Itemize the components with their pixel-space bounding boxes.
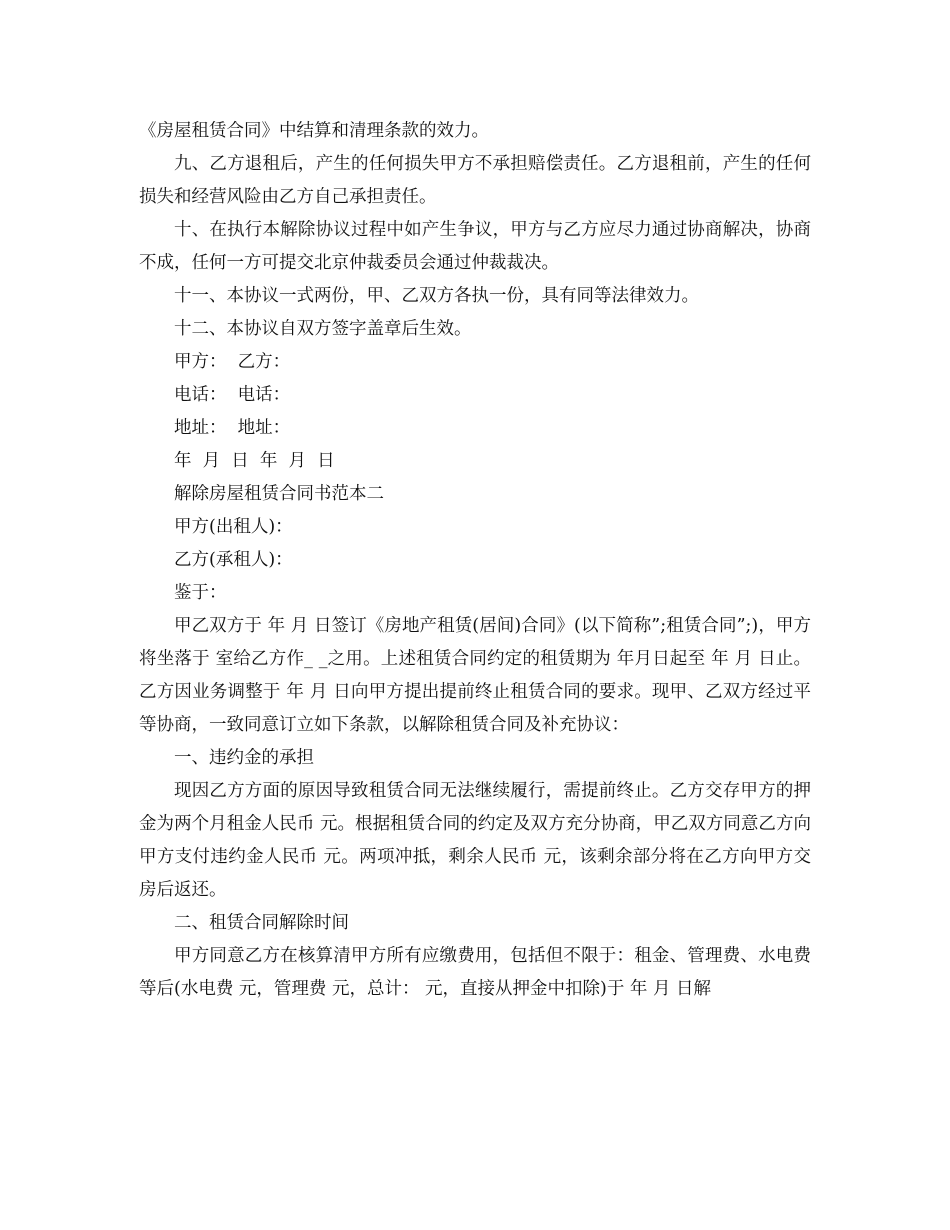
party-b-line: 乙方(承租人)： — [174, 550, 293, 570]
clause-9: 九、乙方退租后，产生的任何损失甲方不承担赔偿责任。乙方退租前，产生的任何损失和经营风险由乙方自己承担责任。 — [139, 154, 811, 207]
recital-paragraph: 甲乙双方于 年 月 日签订《房地产租赁(居间)合同》(以下简称”;租赁合同”;)，甲方将坐落于 室给乙方作_ _之用。上述租赁合同约定的租赁期为 年月日起至 年 月 日止。乙方因业务调整于 年 月 日向甲方提出提前终止租赁合同的要求。现甲、乙双方经过平等协商，一致同意订立如下条款，以解除租赁合同及补充协议： — [139, 616, 811, 735]
signature-date: 年 月 日 年 月 日 — [174, 451, 335, 471]
whereas-line: 鉴于： — [174, 583, 227, 603]
signature-address: 地址： 地址： — [174, 418, 291, 438]
section-title: 解除房屋租赁合同书范本二 — [174, 484, 384, 504]
clause-10: 十、在执行本解除协议过程中如产生争议，甲方与乙方应尽力通过协商解决，协商不成，任何一方可提交北京仲裁委员会通过仲裁裁决。 — [139, 220, 811, 273]
heading-termination-time: 二、租赁合同解除时间 — [174, 913, 349, 933]
signature-parties: 甲方： 乙方： — [174, 352, 291, 372]
party-a-line: 甲方(出租人)： — [174, 517, 293, 537]
paragraph-continuation: 《房屋租赁合同》中结算和清理条款的效力。 — [139, 121, 489, 141]
clause-12: 十二、本协议自双方签字盖章后生效。 — [174, 319, 472, 339]
heading-penalty: 一、违约金的承担 — [174, 748, 314, 768]
signature-phone: 电话： 电话： — [174, 385, 291, 405]
penalty-paragraph: 现因乙方方面的原因导致租赁合同无法继续履行，需提前终止。乙方交存甲方的押金为两个月租金人民币 元。根据租赁合同的约定及双方充分协商，甲乙双方同意乙方向甲方支付违约金人民币 元。两项冲抵，剩余人民币 元，该剩余部分将在乙方向甲方交房后返还。 — [139, 781, 811, 900]
termination-paragraph: 甲方同意乙方在核算清甲方所有应缴费用，包括但不限于：租金、管理费、水电费等后(水电费 元，管理费 元，总计： 元，直接从押金中扣除)于 年 月 日解 — [139, 946, 811, 999]
document-body — [139, 115, 811, 1006]
clause-11: 十一、本协议一式两份，甲、乙双方各执一份，具有同等法律效力。 — [174, 286, 699, 306]
